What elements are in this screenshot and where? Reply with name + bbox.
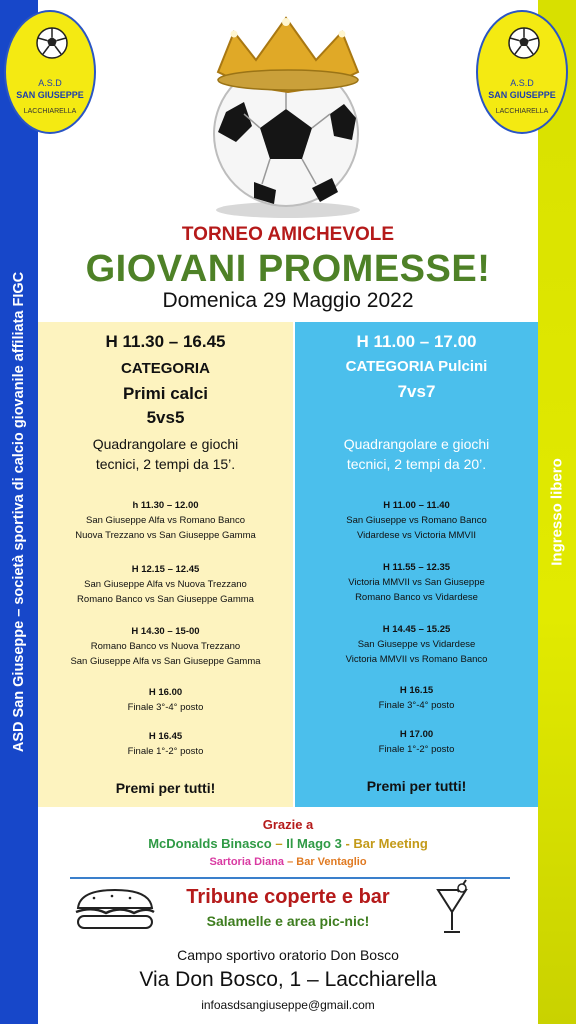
slot-match-1: San Giuseppe Alfa vs Romano Banco (86, 515, 245, 526)
slot-match-1: Finale 1°-2° posto (378, 744, 455, 755)
slot-match-2: Nuova Trezzano vs San Giuseppe Gamma (75, 530, 256, 541)
slot-match-2: San Giuseppe Alfa vs San Giuseppe Gamma (70, 656, 261, 667)
panel-time: H 11.00 – 17.00 (356, 332, 477, 351)
slot-match-2: Romano Banco vs San Giuseppe Gamma (77, 594, 254, 605)
sponsor-separator: – (271, 836, 287, 851)
event-subtitle: TORNEO AMICHEVOLE (181, 224, 395, 245)
panel-primi-calci (38, 322, 293, 807)
slot-time: H 12.15 – 12.45 (131, 564, 200, 575)
slot-match-1: Finale 1°-2° posto (127, 746, 204, 757)
sponsor-bar-ventaglio: Bar Ventaglio (296, 856, 367, 868)
crowned-soccer-ball-icon (196, 14, 380, 220)
sponsors-line-2 (38, 856, 538, 868)
logo-club-name: SAN GIUSEPPE (16, 90, 84, 100)
soccer-ball-icon (36, 27, 68, 59)
slot-match-1: Victoria MMVII vs San Giuseppe (348, 577, 485, 588)
club-affiliation-text: ASD San Giuseppe – società sportiva di calcio giovanile affiliata FIGC (11, 271, 27, 753)
slot-match-1: Finale 3°-4° posto (378, 700, 455, 711)
soccer-ball-icon (508, 27, 540, 59)
match-slot (38, 729, 293, 759)
sponsor-bar-meeting: Bar Meeting (353, 836, 428, 851)
slot-match-1: Romano Banco vs Nuova Trezzano (90, 641, 241, 652)
panel-desc-1: Quadrangolare e giochi (92, 436, 239, 452)
prizes-text: Premi per tutti! (115, 780, 216, 796)
panel-format: 7vs7 (397, 382, 436, 401)
event-date: Domenica 29 Maggio 2022 (162, 289, 414, 312)
panel-category: CATEGORIA Pulcini (345, 358, 488, 375)
panel-category-name: Primi calci (122, 384, 209, 403)
slot-match-2: Vidardese vs Victoria MMVII (357, 530, 476, 541)
club-logo-right (476, 10, 568, 134)
event-title: GIOVANI PROMESSE! (85, 248, 491, 290)
sponsor-mcdonalds: McDonalds Binasco (148, 836, 272, 851)
salamelle-text: Salamelle e area pic-nic! (206, 913, 370, 929)
panel-desc-1: Quadrangolare e giochi (343, 436, 490, 452)
panel-desc-2: tecnici, 2 tempi da 15’. (95, 456, 236, 472)
crown-icon (218, 18, 358, 92)
logo-asd-text: A.S.D (38, 78, 62, 88)
sponsor-sartoria-diana: Sartoria Diana (209, 856, 285, 868)
panel-format: 5vs5 (146, 408, 185, 427)
prizes-text: Premi per tutti! (366, 778, 467, 794)
slot-time: h 11.30 – 12.00 (132, 500, 199, 511)
panel-time: H 11.30 – 16.45 (105, 332, 226, 351)
slot-time: H 11.00 – 11.40 (383, 500, 450, 511)
slot-time: H 16.00 (148, 687, 183, 698)
slot-time: H 14.30 – 15-00 (131, 626, 200, 637)
slot-time: H 11.55 – 12.35 (382, 562, 451, 573)
sponsors-line-1 (38, 836, 538, 851)
contact-email: infoasdsangiuseppe@gmail.com (201, 998, 375, 1012)
panel-desc-2: tecnici, 2 tempi da 20’. (346, 456, 487, 472)
sponsor-il-mago: Il Mago 3 (286, 836, 342, 851)
logo-city: LACCHIARELLA (23, 108, 77, 115)
match-slot (295, 560, 538, 605)
match-slot (38, 624, 293, 669)
club-logo-left (4, 10, 96, 134)
sponsor-separator: – (284, 856, 297, 868)
thanks-title: Grazie a (262, 817, 314, 832)
logo-club-name: SAN GIUSEPPE (488, 90, 556, 100)
match-slot (295, 498, 538, 543)
match-slot (295, 683, 538, 713)
slot-time: H 16.45 (148, 731, 183, 742)
match-slot (38, 562, 293, 607)
logo-city: LACCHIARELLA (495, 108, 549, 115)
logo-asd-text: A.S.D (510, 78, 534, 88)
slot-match-2: Romano Banco vs Vidardese (355, 592, 478, 603)
match-slot (38, 498, 293, 543)
venue-name: Campo sportivo oratorio Don Bosco (177, 947, 399, 963)
free-entry-text: Ingresso libero (548, 458, 566, 566)
tribune-text: Tribune coperte e bar (186, 886, 390, 908)
match-slot (295, 622, 538, 667)
match-slot (295, 727, 538, 757)
panel-pulcini (295, 322, 538, 807)
slot-match-1: San Giuseppe vs Vidardese (357, 639, 476, 650)
slot-match-1: San Giuseppe Alfa vs Nuova Trezzano (84, 579, 247, 590)
slot-time: H 16.15 (399, 685, 434, 696)
slot-time: H 14.45 – 15.25 (382, 624, 451, 635)
slot-match-2: Victoria MMVII vs Romano Banco (345, 654, 488, 665)
sponsor-separator: - (341, 836, 354, 851)
panel-category: CATEGORIA (121, 360, 210, 377)
slot-match-1: Finale 3°-4° posto (127, 702, 204, 713)
venue-address: Via Don Bosco, 1 – Lacchiarella (139, 968, 437, 991)
slot-time: H 17.00 (399, 729, 434, 740)
slot-match-1: San Giuseppe vs Romano Banco (346, 515, 487, 526)
match-slot (38, 685, 293, 715)
